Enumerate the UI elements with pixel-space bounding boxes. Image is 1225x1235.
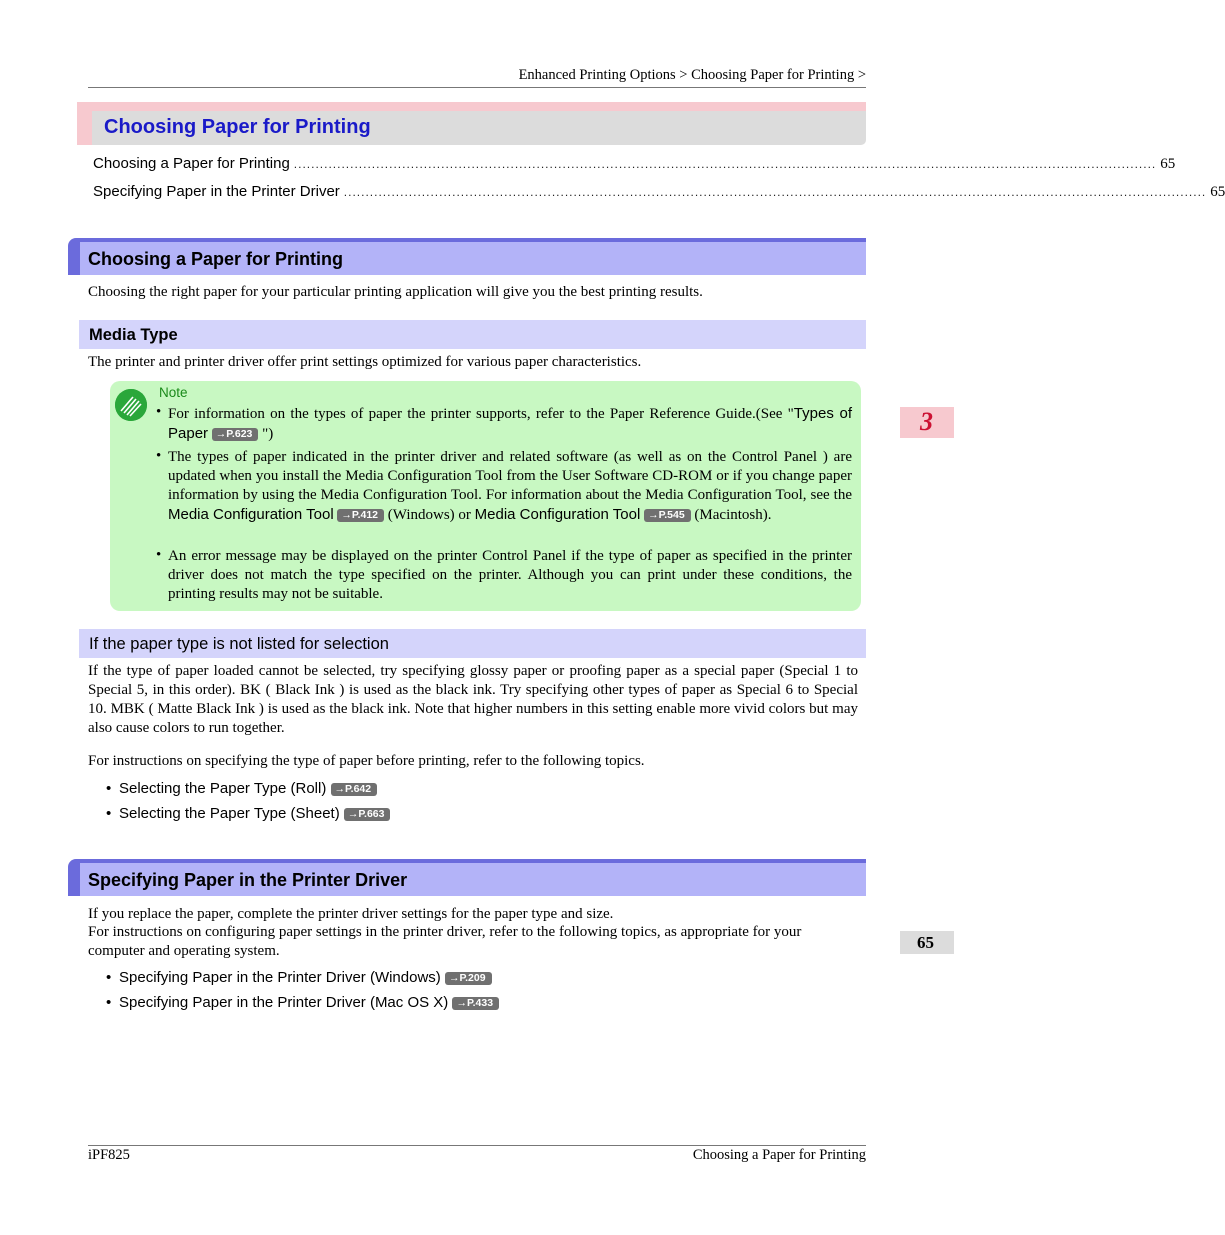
bullet-marker: • — [156, 404, 162, 420]
toc-entry[interactable] — [93, 183, 1225, 203]
chapter-title-box — [77, 102, 866, 145]
subsection-title: If the paper type is not listed for selection — [89, 635, 389, 653]
topic-link-label[interactable]: Selecting the Paper Type (Sheet) — [119, 805, 340, 822]
page-reference-badge[interactable]: →P.545 — [644, 509, 691, 522]
bullet-marker: • — [106, 994, 112, 1011]
chapter-number: 3 — [920, 407, 933, 436]
page-number-tab — [900, 931, 954, 954]
media-configuration-tool-link[interactable]: Media Configuration Tool — [474, 506, 641, 523]
footer-title: Choosing a Paper for Printing — [692, 1147, 866, 1163]
note-item-text: (Macintosh). — [690, 507, 772, 523]
toc-leader-dots: ....................................................................................................................................................................................................... — [293, 157, 1157, 171]
not-listed-text: If the type of paper loaded cannot be selected, try specifying glossy paper or proofing paper as a special paper (Special 1 to Special 5, in this order). BK ( Black Ink ) is used as the black ink. Try specifying other types of paper as Special 6 to Special 10. MBK ( Matte Black Ink ) is used as the black ink. Note that higher numbers in this setting enable more vivid colors but may also cause colors to run together. — [88, 663, 858, 736]
topic-link-label[interactable]: Selecting the Paper Type (Roll) — [119, 780, 327, 797]
types-of-paper-link[interactable]: Types of Paper — [168, 405, 852, 442]
bullet-marker: • — [156, 547, 162, 563]
pencil-note-icon — [115, 389, 147, 421]
media-type-text: The printer and printer driver offer print settings optimized for various paper characteristics. — [88, 354, 642, 370]
bullet-marker: • — [106, 969, 112, 986]
section2-text: If you replace the paper, complete the printer driver settings for the paper type and size. — [88, 906, 614, 922]
subsection-heading — [79, 629, 866, 658]
page-reference-badge[interactable]: →P.209 — [445, 972, 492, 985]
subsection-title: Media Type — [89, 326, 178, 344]
topic-link-item[interactable] — [106, 780, 377, 797]
toc-page-number[interactable]: 65 — [1210, 184, 1225, 200]
toc-entry-label[interactable]: Choosing a Paper for Printing — [93, 155, 290, 172]
chapter-tab — [900, 407, 954, 438]
section2-text: For instructions on configuring paper settings in the printer driver, refer to the following topics, as appropriate for your computer and operating system. — [88, 924, 802, 959]
topic-link-label[interactable]: Specifying Paper in the Printer Driver (Windows) — [119, 969, 441, 986]
subsection-heading — [79, 320, 866, 349]
page-reference-badge[interactable]: →P.412 — [337, 509, 384, 522]
page-number: 65 — [917, 933, 934, 952]
note-item — [168, 448, 852, 525]
page-reference-badge[interactable]: →P.433 — [452, 997, 499, 1010]
topic-link-item[interactable] — [106, 969, 492, 986]
toc-leader-dots: ....................................................................................................................................................................................................... — [343, 185, 1207, 199]
bullet-marker: • — [106, 780, 112, 797]
bullet-marker: • — [106, 805, 112, 822]
bullet-marker: • — [156, 448, 162, 464]
chapter-title-accent-left — [77, 102, 92, 145]
footer-model: iPF825 — [88, 1147, 130, 1163]
header-divider — [88, 87, 866, 88]
section-heading — [68, 859, 866, 896]
topic-link-item[interactable] — [106, 805, 390, 822]
footer-divider — [88, 1145, 866, 1146]
running-header-breadcrumb: Enhanced Printing Options > Choosing Paper for Printing > — [518, 67, 866, 83]
section-intro: Choosing the right paper for your particular printing application will give you the best printing results. — [88, 284, 703, 300]
note-item — [168, 404, 852, 444]
note-item: An error message may be displayed on the printer Control Panel if the type of paper as specified in the printer driver does not match the type specified on the printer. Although you can print under these conditions, the printing results may not be suitable. — [168, 548, 852, 602]
chapter-title: Choosing Paper for Printing — [104, 116, 371, 138]
chapter-title-accent-top — [77, 102, 866, 111]
section-title: Choosing a Paper for Printing — [88, 249, 344, 269]
media-configuration-tool-link[interactable]: Media Configuration Tool — [168, 506, 334, 523]
note-item-text: (Windows) or — [384, 507, 475, 523]
instructions-text: For instructions on specifying the type of paper before printing, refer to the following topics. — [88, 753, 645, 769]
note-item-text: For information on the types of paper the printer supports, refer to the Paper Reference Guide.(See " — [168, 406, 794, 422]
page-reference-badge[interactable]: →P.642 — [331, 783, 378, 796]
page-reference-badge[interactable]: →P.663 — [344, 808, 391, 821]
note-item-text: ") — [258, 426, 274, 442]
note-item-text: The types of paper indicated in the printer driver and related software (as well as on the Control Panel ) are updated when you install the Media Configuration Tool from the User Software CD-ROM or if you change paper information by using the Media Configuration Tool. For information about the Media Configuration Tool, see the — [168, 449, 852, 503]
page-reference-badge[interactable]: →P.623 — [212, 428, 259, 441]
section-heading — [68, 238, 866, 275]
toc-entry-label[interactable]: Specifying Paper in the Printer Driver — [93, 183, 340, 200]
topic-link-item[interactable] — [106, 994, 499, 1011]
toc-page-number[interactable]: 65 — [1160, 156, 1176, 172]
topic-link-label[interactable]: Specifying Paper in the Printer Driver (Mac OS X) — [119, 994, 449, 1011]
section-title: Specifying Paper in the Printer Driver — [88, 870, 408, 890]
note-label: Note — [159, 385, 188, 400]
toc-entry[interactable] — [93, 155, 1176, 175]
